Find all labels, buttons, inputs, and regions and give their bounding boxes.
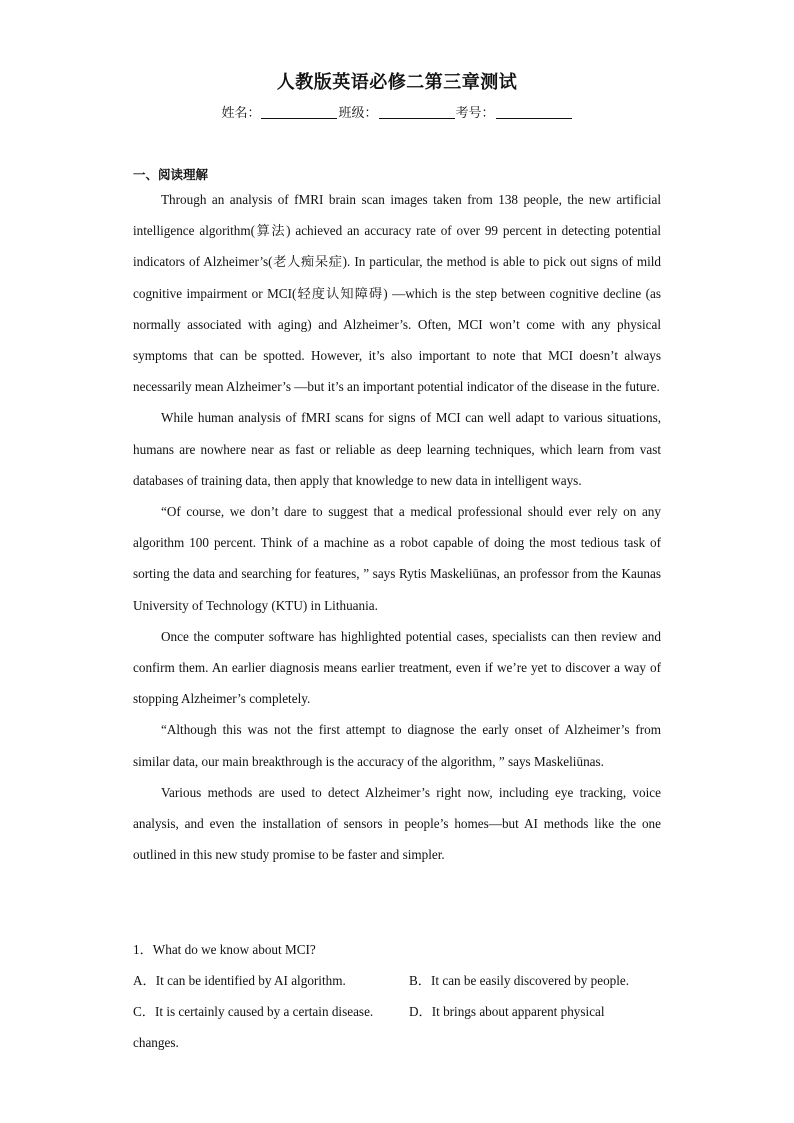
passage-paragraph-1: Through an analysis of fMRI brain scan images taken from 138 people, the new artificial intelligence algorithm(算法) achieved an accuracy rate of over 99 percent in detecting potential indicators of Alzheimer’s(老人痴呆症). In particular, the method is able to pick out signs of mild cognitive impairment or MCI(轻度认知障碍) —which is the step between cognitive decline (as normally associated with aging) and Alzheimer’s. Often, MCI won’t come with any physical symptoms that can be spotted. However, it’s also important to note that MCI doesn’t always necessarily mean Alzheimer’s —but it’s an important potential indicator of the disease in the future. [133, 192, 661, 395]
id-blank [496, 105, 572, 119]
passage-paragraph-4: Once the computer software has highlighted potential cases, specialists can then review and confirm them. An earlier diagnosis means earlier treatment, even if we’re yet to discover a way of stopping Alzheimer’s completely. [133, 628, 661, 707]
passage-paragraph-6: Various methods are used to detect Alzheimer’s right now, including eye tracking, voice analysis, and even the installation of sensors in people’s homes—but AI methods like the one outlined in this new study promise to be faster and simpler. [133, 784, 661, 863]
reading-passage [133, 184, 661, 870]
option-d-continuation: changes. [133, 1035, 179, 1050]
class-label: 班级： [338, 106, 378, 121]
option-c: C．It is certainly caused by a certain disease. [133, 1004, 374, 1019]
name-blank [261, 105, 337, 119]
passage-paragraph-2: While human analysis of fMRI scans for signs of MCI can well adapt to various situations, humans are nowhere near as fast or reliable as deep learning techniques, which learn from vast databases of training data, then apply that knowledge to new data in intelligent ways. [133, 410, 661, 488]
question-1-stem: 1．What do we know about MCI? [133, 942, 316, 957]
id-label: 考号： [455, 106, 495, 121]
class-blank [379, 105, 455, 119]
page-title: 人教版英语必修二第三章测试 [276, 72, 518, 93]
passage-paragraph-3: “Of course, we don’t dare to suggest that a medical professional should ever rely on any algorithm 100 percent. Think of a machine as a robot capable of doing the most tedious task of sorting the data and searching for features, ” says Rytis Maskeliūnas, an professor from the Kaunas University of Technology (KTU) in Lithuania. [133, 504, 661, 613]
section-heading: 一、阅读理解 [133, 167, 209, 182]
option-a: A．It can be identified by AI algorithm. [133, 973, 346, 988]
option-b: B．It can be easily discovered by people. [409, 973, 630, 988]
student-info-line [0, 102, 794, 121]
passage-paragraph-5: “Although this was not the first attempt to diagnose the early onset of Alzheimer’s from similar data, our main breakthrough is the accuracy of the algorithm, ” says Maskeliūnas. [133, 722, 661, 769]
option-d: D．It brings about apparent physical [409, 1004, 605, 1019]
name-label: 姓名： [221, 106, 261, 121]
